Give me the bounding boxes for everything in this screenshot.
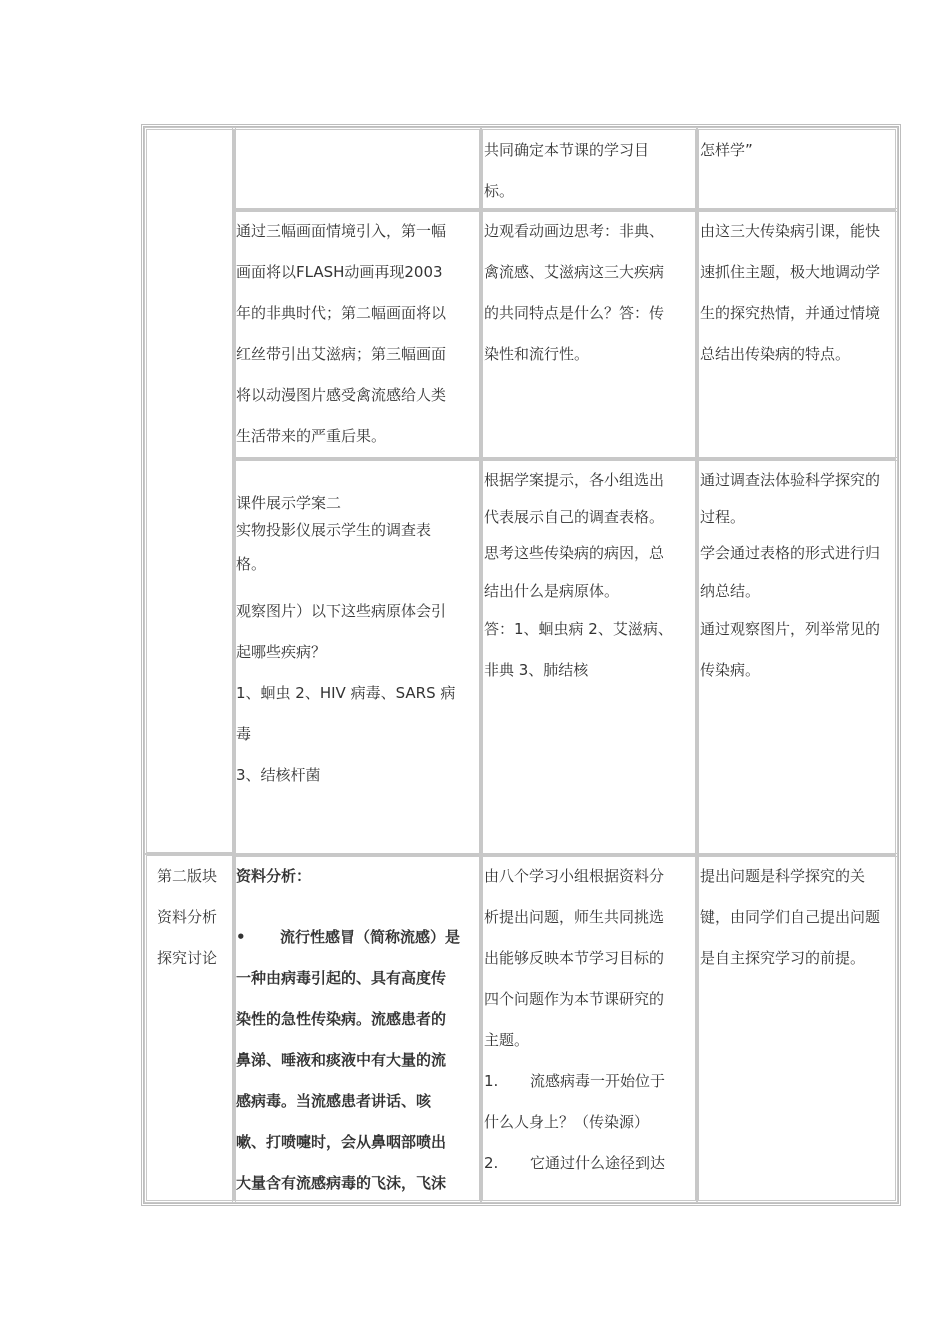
cell-r4-c3	[480, 853, 698, 1203]
item-number: 2.	[484, 1154, 499, 1172]
text-line: 标。	[484, 182, 515, 200]
cell-r1-c3	[480, 127, 698, 212]
text-line: 大量含有流感病毒的飞沫，飞沫	[236, 1174, 447, 1192]
text-line: 出能够反映本节学习目标的	[484, 949, 665, 967]
text-line: 嗽、打喷嚏时，会从鼻咽部喷出	[236, 1133, 447, 1151]
section-label-line: 第二版块	[157, 867, 218, 885]
cell-r2-c4	[696, 208, 898, 461]
text-line: 染性的急性传染病。流感患者的	[236, 1010, 447, 1028]
cell-r4-c1	[144, 853, 236, 1203]
text-line: 答：1、蛔虫病 2、艾滋病、	[484, 620, 673, 638]
text-line: 3、结核杆菌	[236, 766, 321, 784]
cell-r1-c2	[232, 127, 482, 212]
text-line: 主题。	[484, 1031, 530, 1049]
text-line: 传染病。	[700, 661, 761, 679]
text-line: 格。	[236, 555, 267, 573]
text-line: 速抓住主题，极大地调动学	[700, 263, 881, 281]
text-line: 总结出传染病的特点。	[700, 345, 851, 363]
text-line: 由这三大传染病引课，能快	[700, 222, 881, 240]
text-line: 的共同特点是什么？答：传	[484, 304, 665, 322]
text-line: 年的非典时代；第二幅画面将以	[236, 304, 447, 322]
text-line: 是自主探究学习的前提。	[700, 949, 866, 967]
cell-r1-c4	[696, 127, 898, 212]
text-line: 结出什么是病原体。	[484, 582, 620, 600]
text-line: 染性和流行性。	[484, 345, 590, 363]
text-line: 一种由病毒引起的、具有高度传	[236, 969, 447, 987]
spacer	[236, 897, 479, 917]
cell-r3-c2	[232, 457, 482, 857]
text-line: 非典 3、肺结核	[484, 661, 589, 679]
text-line: 将以动漫图片感受禽流感给人类	[236, 386, 447, 404]
text-line: 学会通过表格的形式进行归	[700, 544, 881, 562]
text-line: 键，由同学们自己提出问题	[700, 908, 881, 926]
text-line: 禽流感、艾滋病这三大疾病	[484, 263, 665, 281]
numbered-item	[484, 1102, 695, 1143]
text-line: 红丝带引出艾滋病；第三幅画面	[236, 345, 447, 363]
text-line: 共同确定本节课的学习目	[484, 141, 650, 159]
text-line: 通过调查法体验科学探究的	[700, 471, 881, 489]
section-label-line: 探究讨论	[157, 949, 218, 967]
bullet-icon: •	[236, 928, 246, 946]
text-line: 1、蛔虫 2、HIV 病毒、SARS 病	[236, 684, 456, 702]
text-line: 怎样学”	[700, 141, 753, 159]
text-line: 起哪些疾病？	[236, 643, 327, 661]
text-line: 边观看动画边思考：非典、	[484, 222, 665, 240]
text-line: 流行性感冒（简称流感）是	[280, 928, 461, 946]
text-line: 提出问题是科学探究的关	[700, 867, 866, 885]
cell-r2-c3	[480, 208, 698, 461]
lesson-plan-table	[141, 124, 901, 1206]
numbered-item	[484, 1061, 695, 1102]
text-line: 纳总结。	[700, 582, 761, 600]
cell-r3-c3	[480, 457, 698, 857]
cell-r3-c4	[696, 457, 898, 857]
text-line: 四个问题作为本节课研究的	[484, 990, 665, 1008]
item-number: 1.	[484, 1072, 499, 1090]
cell-r4-c4	[696, 853, 898, 1203]
text-line: 过程。	[700, 508, 746, 526]
text-line: 通过观察图片，列举常见的	[700, 620, 881, 638]
text-line: 通过三幅画面情境引入，第一幅	[236, 222, 447, 240]
text-line: 由八个学习小组根据资料分	[484, 867, 665, 885]
text-line: 根据学案提示，各小组选出	[484, 471, 665, 489]
text-line: 鼻涕、唾液和痰液中有大量的流	[236, 1051, 447, 1069]
cell-r2-c2	[232, 208, 482, 461]
text-line: 实物投影仪展示学生的调查表	[236, 521, 432, 539]
text-line: 生活带来的严重后果。	[236, 427, 387, 445]
cell-r4-c2	[232, 853, 482, 1203]
cell-r1-3-c1	[144, 127, 236, 855]
text-line: 思考这些传染病的病因，总	[484, 544, 665, 562]
text-line: 感病毒。当流感患者讲话、咳	[236, 1092, 432, 1110]
item-text: 它通过什么途径到达	[530, 1154, 666, 1172]
text-line: 观察图片）以下这些病原体会引	[236, 602, 447, 620]
numbered-item	[484, 1143, 695, 1184]
text-line: 析提出问题，师生共同挑选	[484, 908, 665, 926]
text-line: 代表展示自己的调查表格。	[484, 508, 665, 526]
text-line: 毒	[236, 725, 252, 743]
section-heading: 资料分析：	[236, 867, 312, 885]
item-text: 流感病毒一开始位于	[530, 1072, 666, 1090]
text-line: 课件展示学案二	[236, 494, 342, 512]
text-line: 画面将以FLASH动画再现2003	[236, 263, 443, 281]
section-label-line: 资料分析	[157, 908, 218, 926]
text-line: 生的探究热情，并通过情境	[700, 304, 881, 322]
item-text: 什么人身上？（传染源）	[484, 1113, 650, 1131]
